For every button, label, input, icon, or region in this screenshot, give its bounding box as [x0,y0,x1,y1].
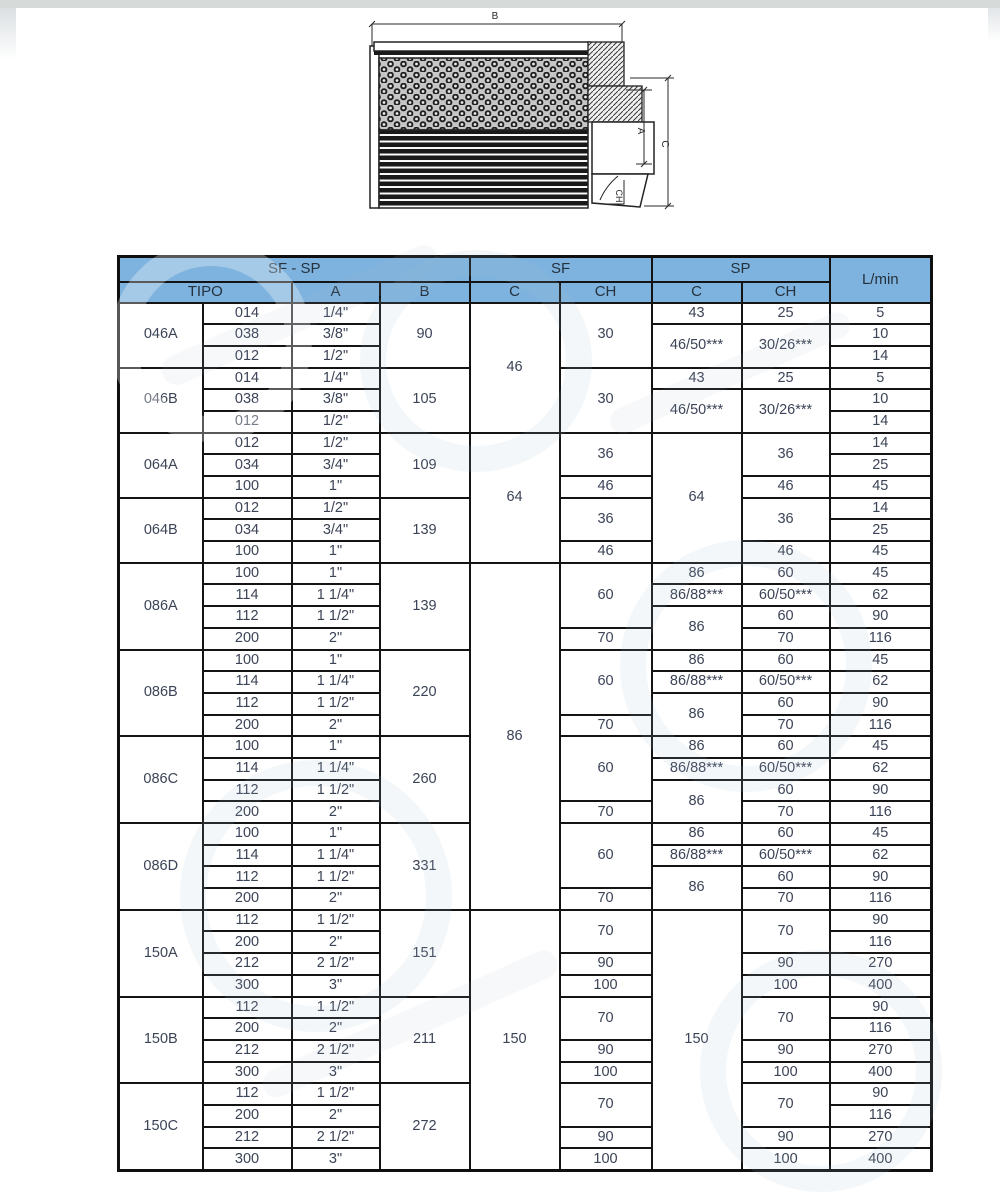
cell-lmin: 45 [830,476,932,498]
cell-codice: 200 [203,1105,292,1127]
header-c: C [652,282,742,303]
dim-label-ch: CH [614,189,624,203]
cell-a: 1/2" [292,411,380,433]
cell-ch-sf: 70 [560,888,652,910]
cell-ch-sp: 60 [742,606,830,628]
cell-codice: 200 [203,888,292,910]
cell-codice: 200 [203,1018,292,1040]
cell-a: 2 1/2" [292,1040,380,1062]
scan-smudge-right [988,8,1000,42]
cell-a: 2 1/2" [292,1127,380,1149]
cell-a: 3/8" [292,324,380,346]
cell-ch-sf: 70 [560,997,652,1040]
cell-b: 220 [380,650,470,737]
cell-b: 260 [380,736,470,823]
pleated-element [379,130,588,208]
header-sf-sp: SF - SP [119,257,470,282]
cell-c-sp: 43 [652,303,742,325]
cell-b: 109 [380,433,470,498]
cell-c-sf: 150 [470,910,560,1171]
cell-tipo: 046B [119,368,203,433]
cell-tipo: 086C [119,736,203,823]
cell-tipo: 064B [119,498,203,563]
table-row [119,303,932,325]
cell-a: 1" [292,563,380,585]
cell-ch-sp: 70 [742,1083,830,1126]
cell-ch-sf: 60 [560,736,652,801]
cell-ch-sp: 36 [742,433,830,476]
cell-a: 2 1/2" [292,953,380,975]
cell-codice: 300 [203,975,292,997]
cell-lmin: 45 [830,541,932,563]
header-sp: SP [652,257,830,282]
cell-ch-sf: 100 [560,975,652,997]
cell-lmin: 270 [830,1127,932,1149]
cell-lmin: 116 [830,628,932,650]
cell-codice: 112 [203,866,292,888]
cell-lmin: 116 [830,715,932,737]
cell-ch-sf: 70 [560,910,652,953]
cell-codice: 100 [203,650,292,672]
header-b: B [380,282,470,303]
cell-lmin: 10 [830,389,932,411]
cell-codice: 212 [203,953,292,975]
cell-a: 2" [292,628,380,650]
cell-lmin: 14 [830,498,932,520]
cell-ch-sp: 90 [742,953,830,975]
header-ch: CH [742,282,830,303]
cell-ch-sp: 36 [742,498,830,541]
cell-a: 3" [292,1148,380,1170]
spec-table-body [119,303,932,1171]
cell-lmin: 90 [830,1083,932,1105]
cell-a: 1 1/4" [292,758,380,780]
cell-tipo: 086D [119,823,203,910]
cell-tipo: 150A [119,910,203,997]
cell-a: 2" [292,801,380,823]
cell-a: 1 1/2" [292,780,380,802]
header-sf: SF [470,257,652,282]
cell-ch-sp: 30/26*** [742,389,830,432]
cell-codice: 100 [203,541,292,563]
cell-a: 1/2" [292,346,380,368]
cell-lmin: 45 [830,650,932,672]
cell-tipo: 150C [119,1083,203,1170]
cell-c-sp: 86 [652,736,742,758]
cell-ch-sf: 90 [560,1040,652,1062]
cell-lmin: 62 [830,845,932,867]
cell-a: 3" [292,975,380,997]
cell-a: 2" [292,931,380,953]
cell-ch-sf: 90 [560,953,652,975]
cell-ch-sp: 60 [742,866,830,888]
cell-c-sp: 86/88*** [652,584,742,606]
cell-lmin: 5 [830,368,932,390]
cell-c-sp: 86 [652,650,742,672]
cell-codice: 012 [203,498,292,520]
cell-c-sp: 43 [652,368,742,390]
cell-ch-sp: 90 [742,1127,830,1149]
cell-lmin: 10 [830,324,932,346]
dim-label-b: B [491,11,499,22]
cell-lmin: 116 [830,888,932,910]
cell-c-sf: 86 [470,563,560,910]
header-c: C [470,282,560,303]
cell-ch-sp: 60 [742,780,830,802]
cell-codice: 012 [203,433,292,455]
cell-lmin: 90 [830,910,932,932]
cell-c-sp: 86 [652,563,742,585]
cell-codice: 112 [203,997,292,1019]
cell-codice: 112 [203,910,292,932]
cell-c-sf: 64 [470,433,560,563]
cell-tipo: 150B [119,997,203,1084]
cell-ch-sp: 60 [742,563,830,585]
cell-b: 139 [380,563,470,650]
cell-lmin: 14 [830,411,932,433]
cell-a: 1/2" [292,433,380,455]
filter-technical-drawing [348,6,692,222]
perforated-screen [379,58,588,130]
header-l-min: L/min [830,257,932,303]
cell-lmin: 116 [830,931,932,953]
top-plate [374,42,590,51]
header-row [119,257,932,282]
dim-label-a: A [635,127,646,135]
cell-lmin: 45 [830,823,932,845]
cell-c-sp: 86/88*** [652,845,742,867]
cell-tipo: 086A [119,563,203,650]
cell-a: 1 1/4" [292,845,380,867]
cell-b: 272 [380,1083,470,1170]
scan-smudge-left [0,8,16,60]
cell-ch-sp: 25 [742,368,830,390]
cell-codice: 212 [203,1040,292,1062]
cell-c-sp: 86 [652,823,742,845]
cell-ch-sf: 70 [560,628,652,650]
cell-c-sp: 46/50*** [652,389,742,432]
table-row [119,563,932,585]
cell-a: 3/8" [292,389,380,411]
cell-lmin: 5 [830,303,932,325]
cell-ch-sp: 46 [742,541,830,563]
header-a: A [292,282,380,303]
cell-codice: 114 [203,758,292,780]
cell-codice: 112 [203,1083,292,1105]
cell-a: 1 1/4" [292,671,380,693]
cell-b: 90 [380,303,470,368]
cell-lmin: 90 [830,997,932,1019]
cell-a: 1" [292,650,380,672]
cell-a: 1 1/2" [292,693,380,715]
cell-c-sp: 86 [652,866,742,909]
cell-a: 3/4" [292,454,380,476]
cell-ch-sp: 60/50*** [742,671,830,693]
cell-ch-sf: 100 [560,1148,652,1170]
cell-lmin: 25 [830,454,932,476]
cell-c-sp: 46/50*** [652,324,742,367]
cell-c-sf: 46 [470,303,560,433]
cell-codice: 100 [203,476,292,498]
cell-ch-sp: 60/50*** [742,584,830,606]
cell-a: 1" [292,476,380,498]
cell-ch-sp: 46 [742,476,830,498]
header-ch: CH [560,282,652,303]
cell-ch-sf: 100 [560,1062,652,1084]
cell-codice: 014 [203,368,292,390]
cell-lmin: 400 [830,1148,932,1170]
cell-tipo: 064A [119,433,203,498]
cell-ch-sp: 60/50*** [742,845,830,867]
cell-c-sp: 150 [652,910,742,1171]
spec-table [117,255,933,1172]
cell-codice: 100 [203,736,292,758]
cell-a: 1 1/4" [292,584,380,606]
cell-codice: 200 [203,715,292,737]
cell-a: 1" [292,823,380,845]
cell-ch-sf: 36 [560,498,652,541]
cell-codice: 100 [203,823,292,845]
cell-codice: 034 [203,519,292,541]
cell-ch-sp: 70 [742,888,830,910]
cell-ch-sf: 60 [560,650,652,715]
cell-codice: 114 [203,584,292,606]
cell-lmin: 90 [830,866,932,888]
cell-lmin: 90 [830,780,932,802]
cell-lmin: 62 [830,758,932,780]
cell-codice: 300 [203,1148,292,1170]
cell-lmin: 62 [830,671,932,693]
cell-lmin: 90 [830,693,932,715]
cell-lmin: 14 [830,433,932,455]
cell-codice: 212 [203,1127,292,1149]
cell-a: 3" [292,1062,380,1084]
cell-codice: 200 [203,801,292,823]
cell-lmin: 62 [830,584,932,606]
cell-c-sp: 86/88*** [652,671,742,693]
cell-a: 1 1/2" [292,910,380,932]
cell-codice: 200 [203,628,292,650]
cell-a: 1/4" [292,303,380,325]
cell-lmin: 45 [830,563,932,585]
cell-codice: 038 [203,324,292,346]
cell-codice: 114 [203,671,292,693]
cell-codice: 014 [203,303,292,325]
spec-table-header [119,257,932,303]
cell-a: 1 1/2" [292,1083,380,1105]
cell-ch-sp: 60 [742,693,830,715]
cell-a: 1" [292,541,380,563]
cell-tipo: 046A [119,303,203,368]
end-cap-left [370,46,379,208]
cell-c-sp: 86 [652,693,742,736]
cell-c-sp: 64 [652,433,742,563]
cell-ch-sp: 100 [742,1062,830,1084]
cell-ch-sp: 70 [742,997,830,1040]
cell-codice: 300 [203,1062,292,1084]
cell-codice: 112 [203,780,292,802]
cell-codice: 012 [203,346,292,368]
cell-lmin: 25 [830,519,932,541]
cell-b: 139 [380,498,470,563]
cell-a: 1 1/2" [292,997,380,1019]
header-tipo: TIPO [119,282,292,303]
cell-ch-sp: 70 [742,910,830,953]
cell-b: 105 [380,368,470,433]
cell-codice: 012 [203,411,292,433]
cell-ch-sp: 30/26*** [742,324,830,367]
cell-lmin: 116 [830,801,932,823]
cell-a: 2" [292,715,380,737]
cell-ch-sf: 70 [560,715,652,737]
cell-codice: 038 [203,389,292,411]
cell-ch-sp: 70 [742,715,830,737]
cell-ch-sp: 70 [742,801,830,823]
table-row [119,433,932,455]
cell-ch-sp: 25 [742,303,830,325]
cell-c-sp: 86/88*** [652,758,742,780]
cell-lmin: 400 [830,975,932,997]
cell-codice: 034 [203,454,292,476]
cell-ch-sp: 60 [742,823,830,845]
filter-body [370,42,590,208]
cell-ch-sp: 100 [742,975,830,997]
cell-ch-sp: 90 [742,1040,830,1062]
cell-a: 1" [292,736,380,758]
cell-b: 151 [380,910,470,997]
table-row [119,910,932,932]
cell-codice: 100 [203,563,292,585]
cell-ch-sf: 36 [560,433,652,476]
header-row [119,282,932,303]
cell-lmin: 45 [830,736,932,758]
spec-table-container [117,255,930,1172]
cell-lmin: 400 [830,1062,932,1084]
cell-a: 2" [292,1018,380,1040]
cell-c-sp: 86 [652,780,742,823]
cell-ch-sf: 46 [560,541,652,563]
cell-a: 1/2" [292,498,380,520]
cell-lmin: 14 [830,346,932,368]
cell-b: 211 [380,997,470,1084]
cell-ch-sp: 60 [742,736,830,758]
cell-codice: 112 [203,693,292,715]
cell-ch-sp: 100 [742,1148,830,1170]
cell-ch-sf: 30 [560,368,652,433]
cell-lmin: 90 [830,606,932,628]
cell-ch-sp: 70 [742,628,830,650]
cell-a: 1 1/2" [292,606,380,628]
cell-ch-sp: 60/50*** [742,758,830,780]
cell-ch-sf: 60 [560,823,652,888]
cell-b: 331 [380,823,470,910]
cell-codice: 112 [203,606,292,628]
cell-codice: 200 [203,931,292,953]
filter-drawing-svg [348,6,692,222]
cell-lmin: 270 [830,953,932,975]
cell-a: 2" [292,1105,380,1127]
dim-label-c: C [659,140,670,148]
cell-ch-sp: 60 [742,650,830,672]
cell-ch-sf: 70 [560,801,652,823]
cell-ch-sf: 90 [560,1127,652,1149]
cell-lmin: 116 [830,1018,932,1040]
cell-a: 1 1/2" [292,866,380,888]
cell-a: 1/4" [292,368,380,390]
top-rim [374,51,590,55]
cell-ch-sf: 60 [560,563,652,628]
cell-a: 2" [292,888,380,910]
cell-a: 3/4" [292,519,380,541]
cell-ch-sf: 70 [560,1083,652,1126]
thread-lower [588,86,642,122]
cell-tipo: 086B [119,650,203,737]
cell-ch-sf: 46 [560,476,652,498]
thread-upper [588,42,624,86]
cell-lmin: 116 [830,1105,932,1127]
cell-c-sp: 86 [652,606,742,649]
cell-ch-sf: 30 [560,303,652,368]
cell-codice: 114 [203,845,292,867]
cell-lmin: 270 [830,1040,932,1062]
